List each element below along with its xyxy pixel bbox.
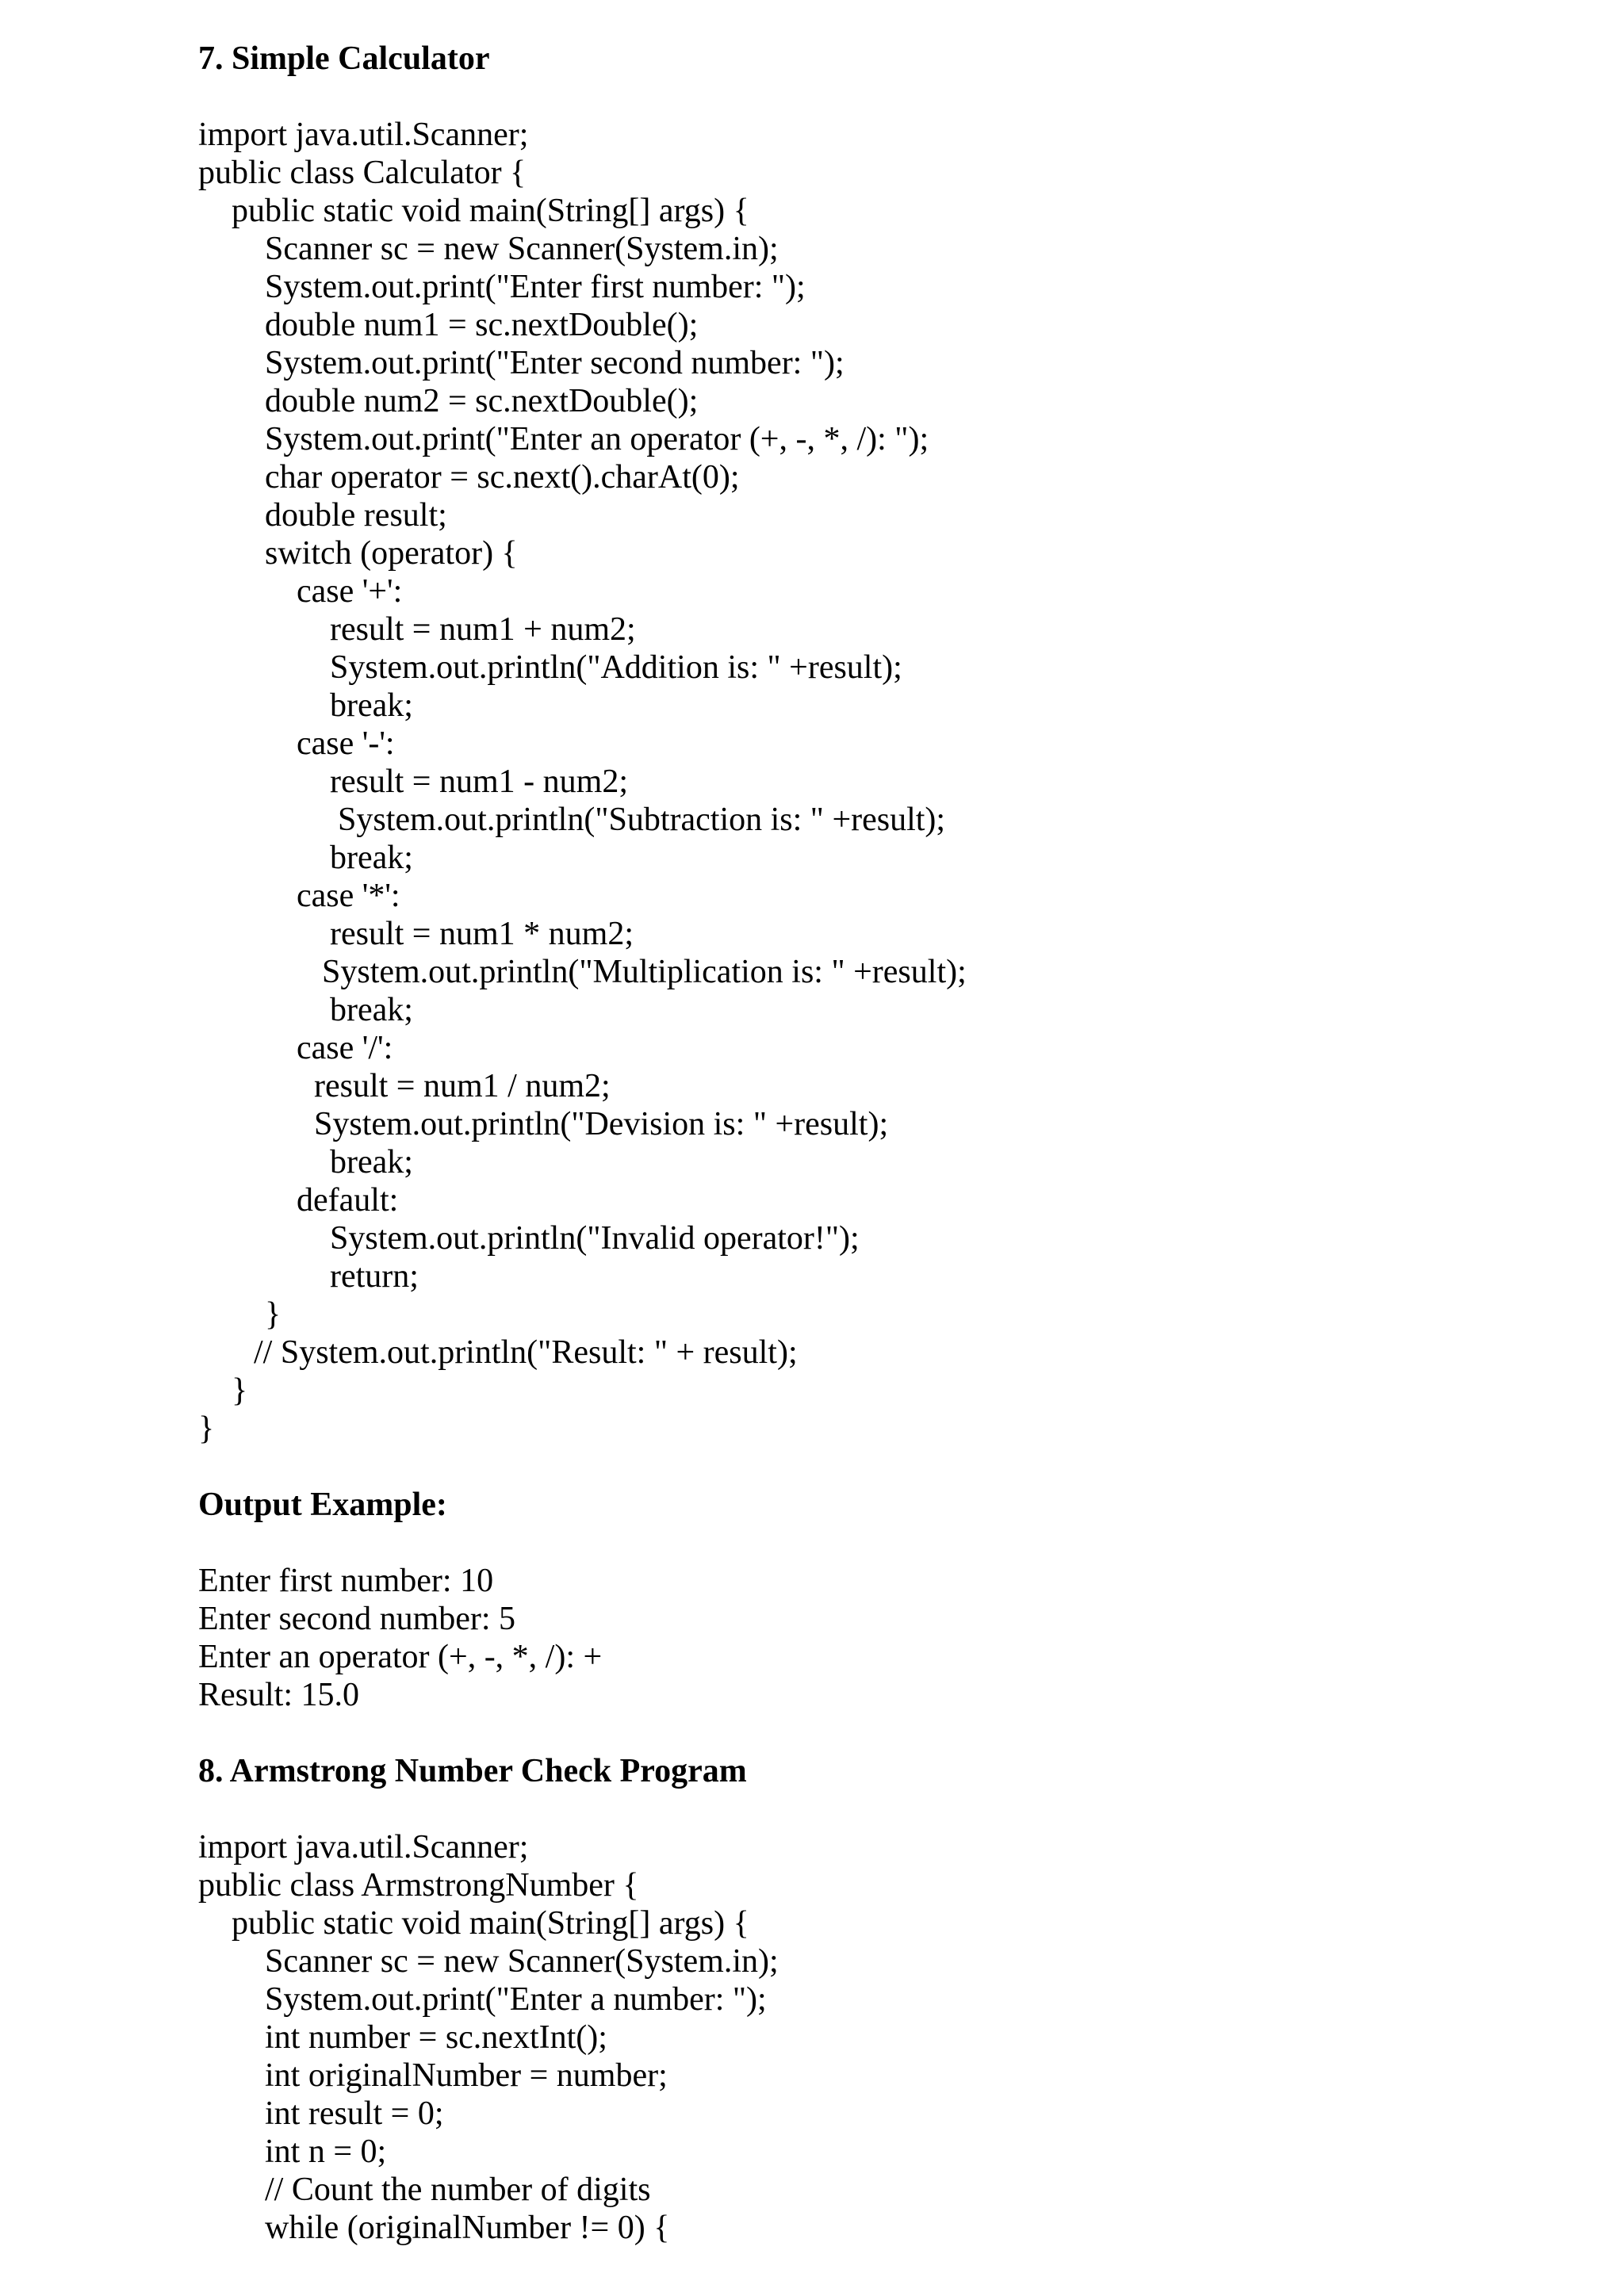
code-line: } [232, 1372, 248, 1409]
code-line: int number = sc.nextInt(); [265, 2019, 607, 2056]
code-line: System.out.println("Devision is: " +result); [314, 1106, 889, 1142]
code-line: case '/': [297, 1030, 393, 1066]
code-line: result = num1 + num2; [330, 611, 636, 648]
section-7-heading: 7. Simple Calculator [198, 40, 490, 77]
code-line: break; [330, 1144, 413, 1181]
code-line: import java.util.Scanner; [198, 117, 529, 153]
code-line: System.out.print("Enter first number: "); [265, 269, 806, 305]
code-line: public class ArmstrongNumber { [198, 1867, 639, 1904]
code-line: int n = 0; [265, 2133, 387, 2170]
code-line: public static void main(String[] args) { [232, 193, 749, 229]
code-line: Scanner sc = new Scanner(System.in); [265, 231, 779, 267]
code-line: int originalNumber = number; [265, 2057, 668, 2094]
code-line: break; [330, 840, 413, 876]
code-line: System.out.print("Enter second number: "); [265, 345, 845, 381]
code-line: System.out.print("Enter a number: "); [265, 1981, 767, 2018]
output-line: Enter an operator (+, -, *, /): + [198, 1639, 603, 1675]
section-8-heading: 8. Armstrong Number Check Program [198, 1753, 747, 1789]
code-line: System.out.print("Enter an operator (+, -, *, /): "); [265, 421, 929, 457]
code-line: case '*': [297, 878, 400, 914]
code-line: break; [330, 687, 413, 724]
code-line: double num2 = sc.nextDouble(); [265, 383, 699, 419]
code-line: char operator = sc.next().charAt(0); [265, 459, 740, 496]
code-line: switch (operator) { [265, 535, 518, 572]
code-line: System.out.println("Addition is: " +result); [330, 649, 902, 686]
code-line: int result = 0; [265, 2095, 444, 2132]
code-line: return; [330, 1258, 419, 1295]
code-line: System.out.println("Invalid operator!"); [330, 1220, 860, 1257]
output-line: Result: 15.0 [198, 1677, 360, 1713]
code-line: Scanner sc = new Scanner(System.in); [265, 1943, 779, 1980]
code-line: import java.util.Scanner; [198, 1829, 529, 1866]
code-line: break; [330, 992, 413, 1028]
code-line: case '+': [297, 573, 403, 610]
code-line: result = num1 * num2; [330, 916, 634, 952]
code-line: // System.out.println("Result: " + result); [254, 1334, 798, 1371]
code-line: System.out.println("Subtraction is: " +result); [338, 802, 946, 838]
code-line: // Count the number of digits [265, 2172, 651, 2208]
code-line: public class Calculator { [198, 155, 527, 191]
code-line: double result; [265, 497, 447, 534]
code-line: } [198, 1410, 215, 1447]
output-example-heading: Output Example: [198, 1487, 447, 1523]
code-line: result = num1 / num2; [314, 1068, 611, 1104]
code-line: result = num1 - num2; [330, 763, 628, 800]
code-line: double num1 = sc.nextDouble(); [265, 307, 699, 343]
code-line: while (originalNumber != 0) { [265, 2210, 670, 2246]
output-line: Enter second number: 5 [198, 1601, 516, 1637]
code-line: } [265, 1296, 282, 1333]
code-line: public static void main(String[] args) { [232, 1905, 749, 1942]
code-line: System.out.println("Multiplication is: " +result); [322, 954, 967, 990]
code-line: default: [297, 1182, 399, 1219]
code-line: case '-': [297, 725, 395, 762]
output-line: Enter first number: 10 [198, 1563, 494, 1599]
